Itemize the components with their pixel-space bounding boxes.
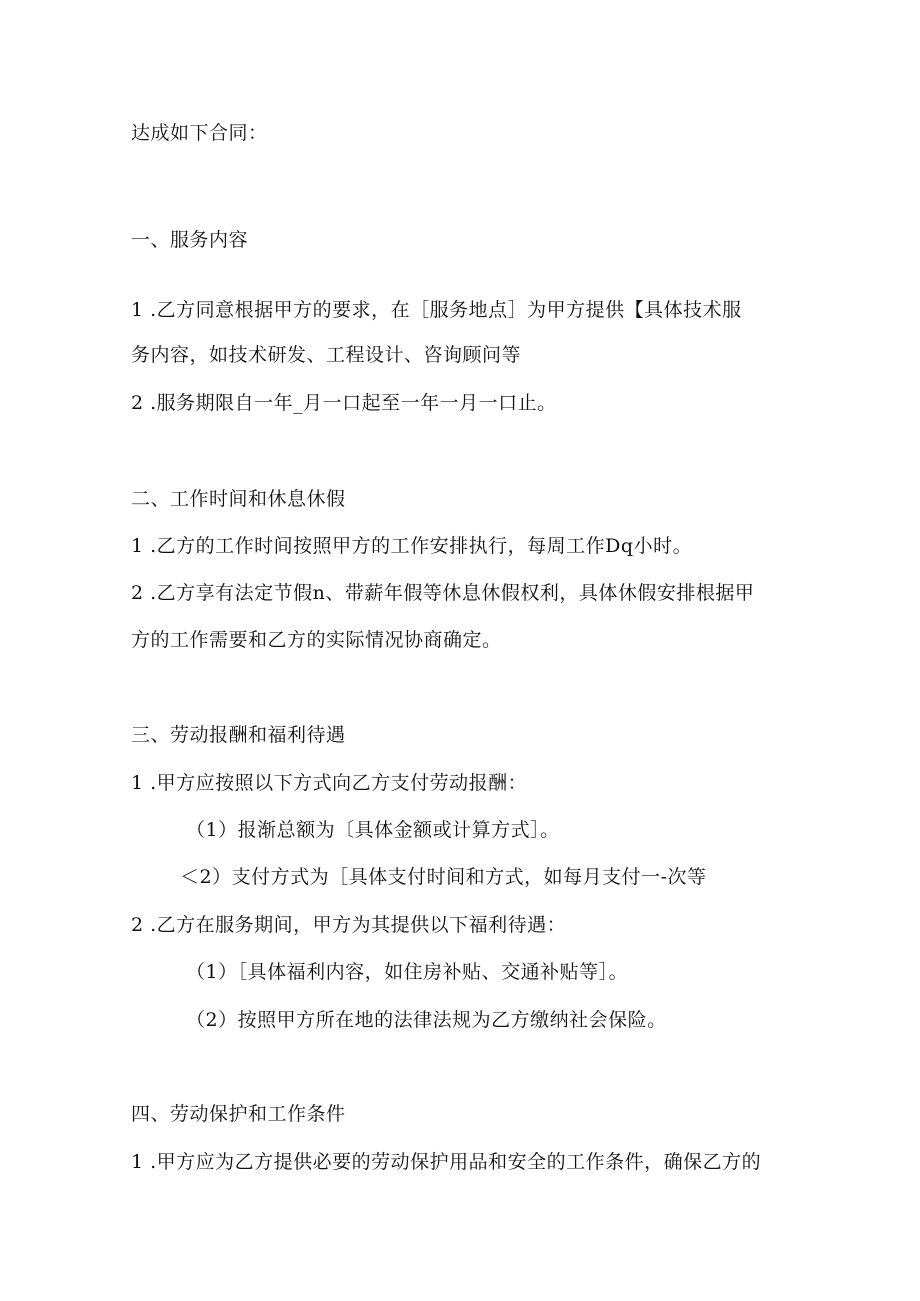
sub-item-line: （1）报渐总额为〔具体金额或计算方式］。	[186, 819, 560, 841]
intro-text: 达成如下合同：	[131, 122, 268, 144]
section-heading-service: 一、服务内容	[131, 229, 249, 251]
sub-item-line: （2）按照甲方所在地的法律法规为乙方缴纳社会保险。	[186, 1009, 667, 1031]
section-heading-compensation: 三、劳动报酬和福利待遇	[131, 724, 346, 746]
paragraph-line: 2 .乙方享有法定节假n、带薪年假等休息休假权利，具体休假安排根据甲	[131, 582, 755, 604]
section-heading-work-time: 二、工作时间和休息休假	[131, 488, 346, 510]
section-heading-protection: 四、劳动保护和工作条件	[131, 1103, 346, 1125]
paragraph-line: 1 .乙方同意根据甲方的要求，在［服务地点］为甲方提供【具体技术服	[131, 299, 742, 321]
paragraph-line: 2 .乙方在服务期间，甲方为其提供以下福利待遇：	[131, 914, 567, 936]
paragraph-line: 1 .乙方的工作时间按照甲方的工作安排执行，每周工作Dq小时。	[131, 535, 693, 557]
paragraph-line: 1 .甲方应按照以下方式向乙方支付劳动报酬：	[131, 772, 528, 794]
paragraph-line: 2 .服务期限自一年_月一口起至一年一月一口止。	[131, 392, 557, 414]
paragraph-line: 方的工作需要和乙方的实际情况协商确定。	[131, 629, 502, 651]
sub-item-line: （1）［具体福利内容，如住房补贴、交通补贴等］。	[186, 961, 629, 983]
paragraph-line: 1 .甲方应为乙方提供必要的劳动保护用品和安全的工作条件，确保乙方的	[131, 1151, 762, 1173]
sub-item-line: ＜2）支付方式为［具体支付时间和方式，如每月支付一-次等	[180, 866, 707, 888]
paragraph-line: 务内容，如技术研发、工程设计、咨询顾问等	[131, 344, 522, 366]
